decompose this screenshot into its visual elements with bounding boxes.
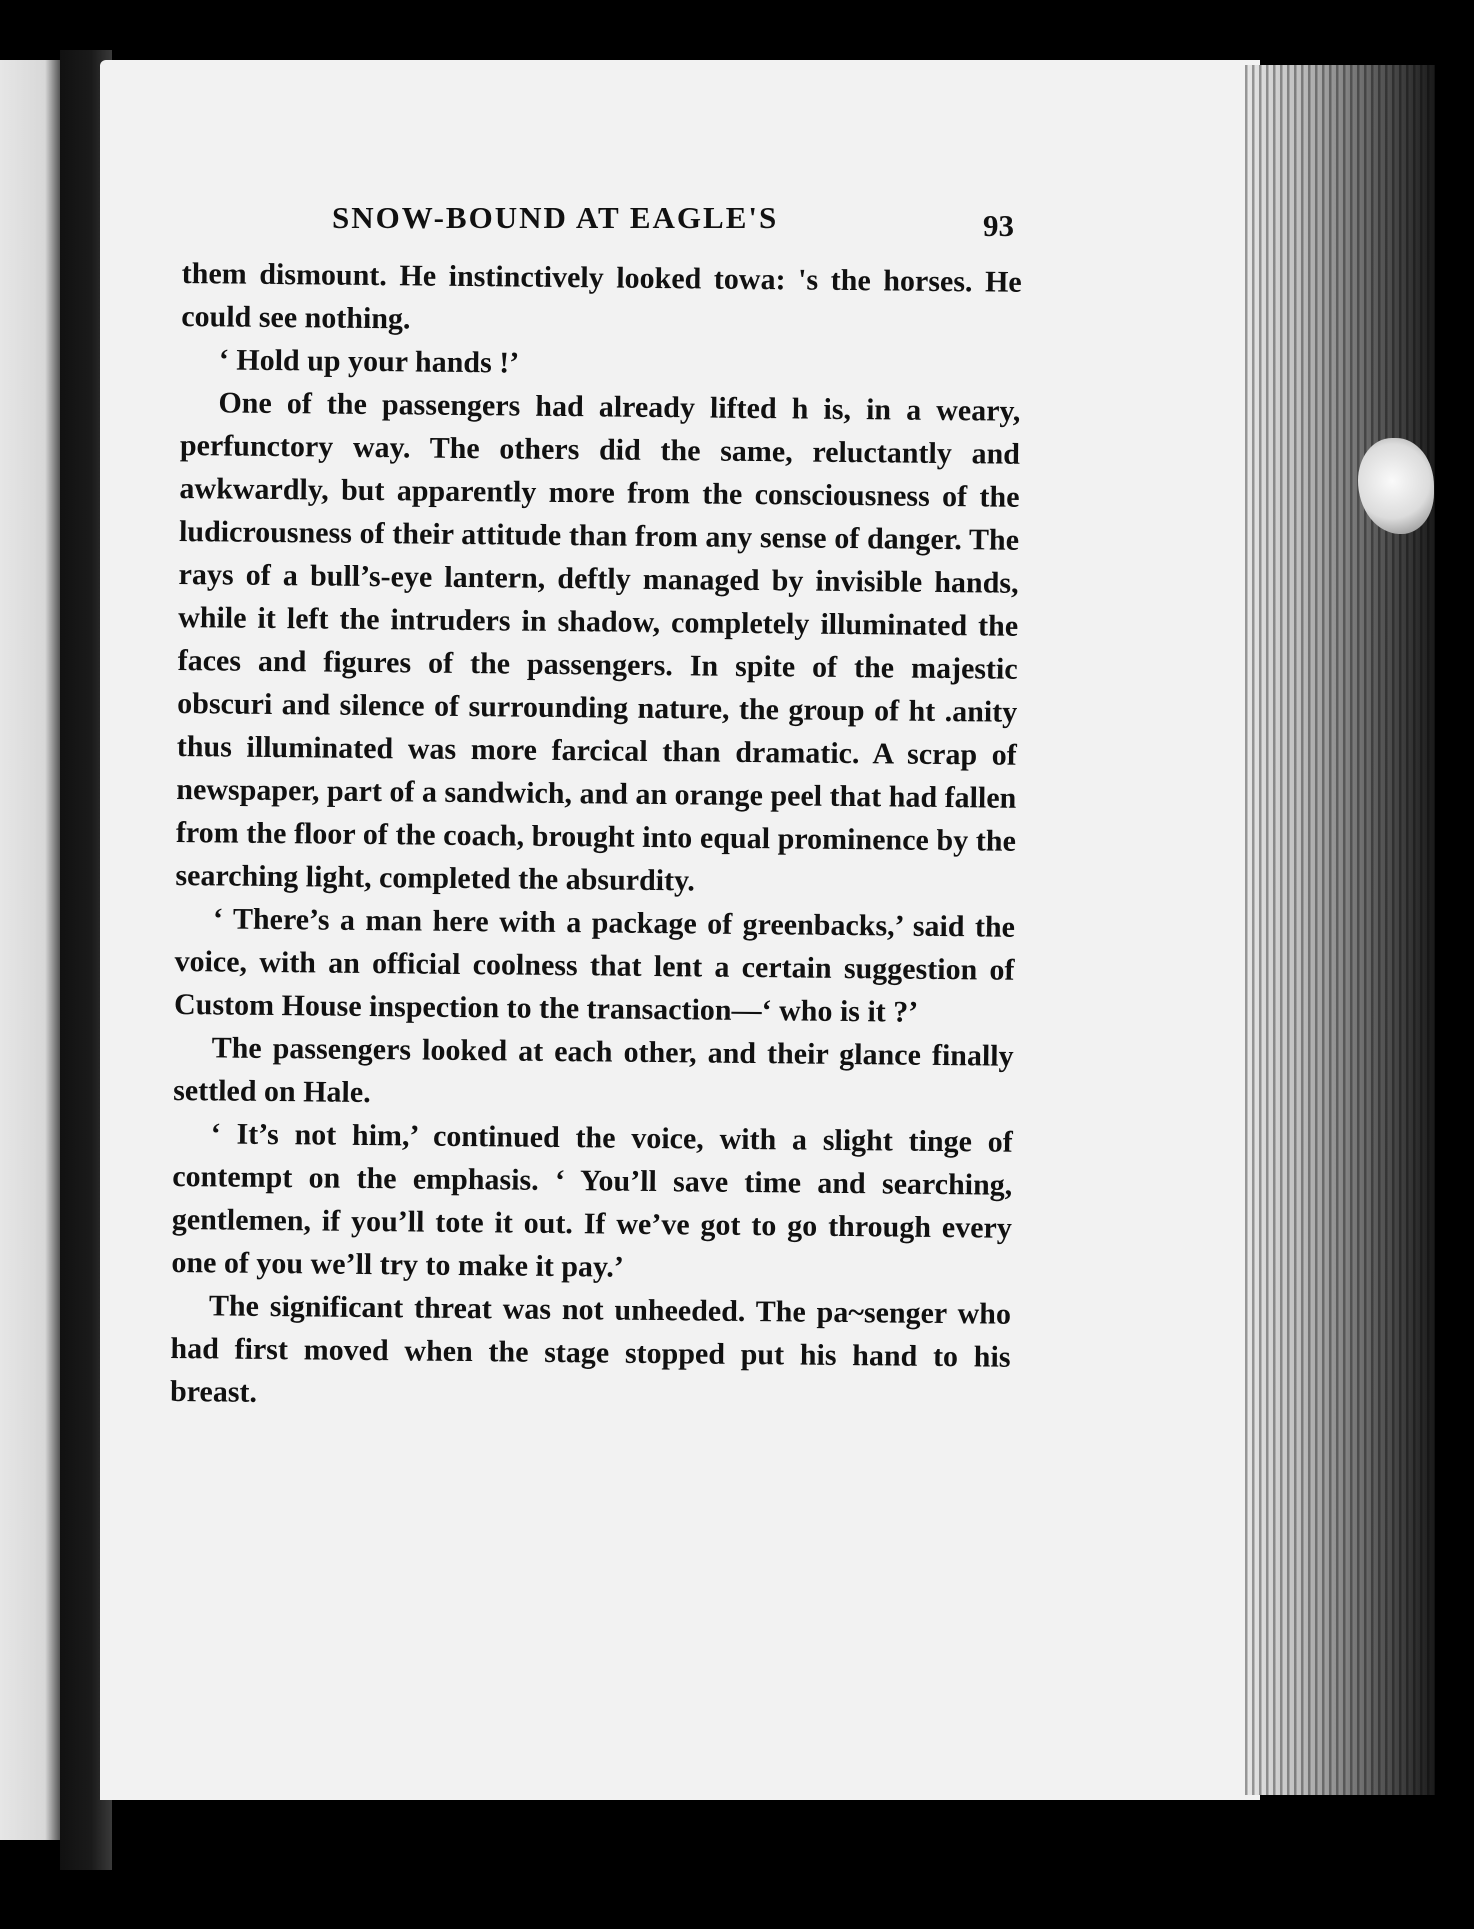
paragraph: ‘ Hold up your hands !’ <box>218 343 520 380</box>
paragraph: One of the passengers had already lifted h is, in a weary, perfunctory way. The others did the same, reluctantly and awkwardly, but apparently more from the consciousness of the ludicrousness of their attitude than from any sense of danger. The rays of a bull’s-eye lantern, deftly managed by invisible hands, while it left the intruders in shadow, completely illuminated the faces and figures of the passengers. In spite of the majestic obscuri and silence of surrounding nature, the group of ht .anity thus illuminated was more farcical than dramatic. A scrap of newspaper, part of a sandwich, and an orange peel that had fallen from the floor of the coach, brought into equal prominence by the searching light, completed the absurdity. <box>175 386 1021 898</box>
paragraph: ‘ It’s not him,’ continued the voice, with a slight tinge of contempt on the emphasis. ‘ You’ll save time and searching, gentlemen, if you’ll tote it out. If we’ve got to go through every one of you we’ll try to make it pay.’ <box>171 1117 1013 1284</box>
page-number: 93 <box>983 208 1014 243</box>
running-head <box>182 200 1022 252</box>
running-title: SNOW-BOUND AT EAGLE'S <box>332 200 779 235</box>
body-text <box>170 252 1022 1422</box>
page-content <box>169 200 1022 1413</box>
paragraph: The significant threat was not unheeded. The pa~senger who had first moved when the stage stopped put his hand to his breast. <box>169 1289 1012 1409</box>
paragraph: them dismount. He instinctively looked towa: 's the horses. He could see nothing. <box>181 256 1022 336</box>
paragraph: The passengers looked at each other, and their glance finally settled on Hale. <box>173 1031 1014 1110</box>
page-edge-stack <box>1245 65 1435 1795</box>
facing-page-edge <box>0 60 60 1840</box>
paragraph: ‘ There’s a man here with a package of greenbacks,’ said the voice, with an official coolness that lent a certain suggestion of Custom House inspection to the transaction—‘ who is it ?’ <box>173 902 1016 1029</box>
